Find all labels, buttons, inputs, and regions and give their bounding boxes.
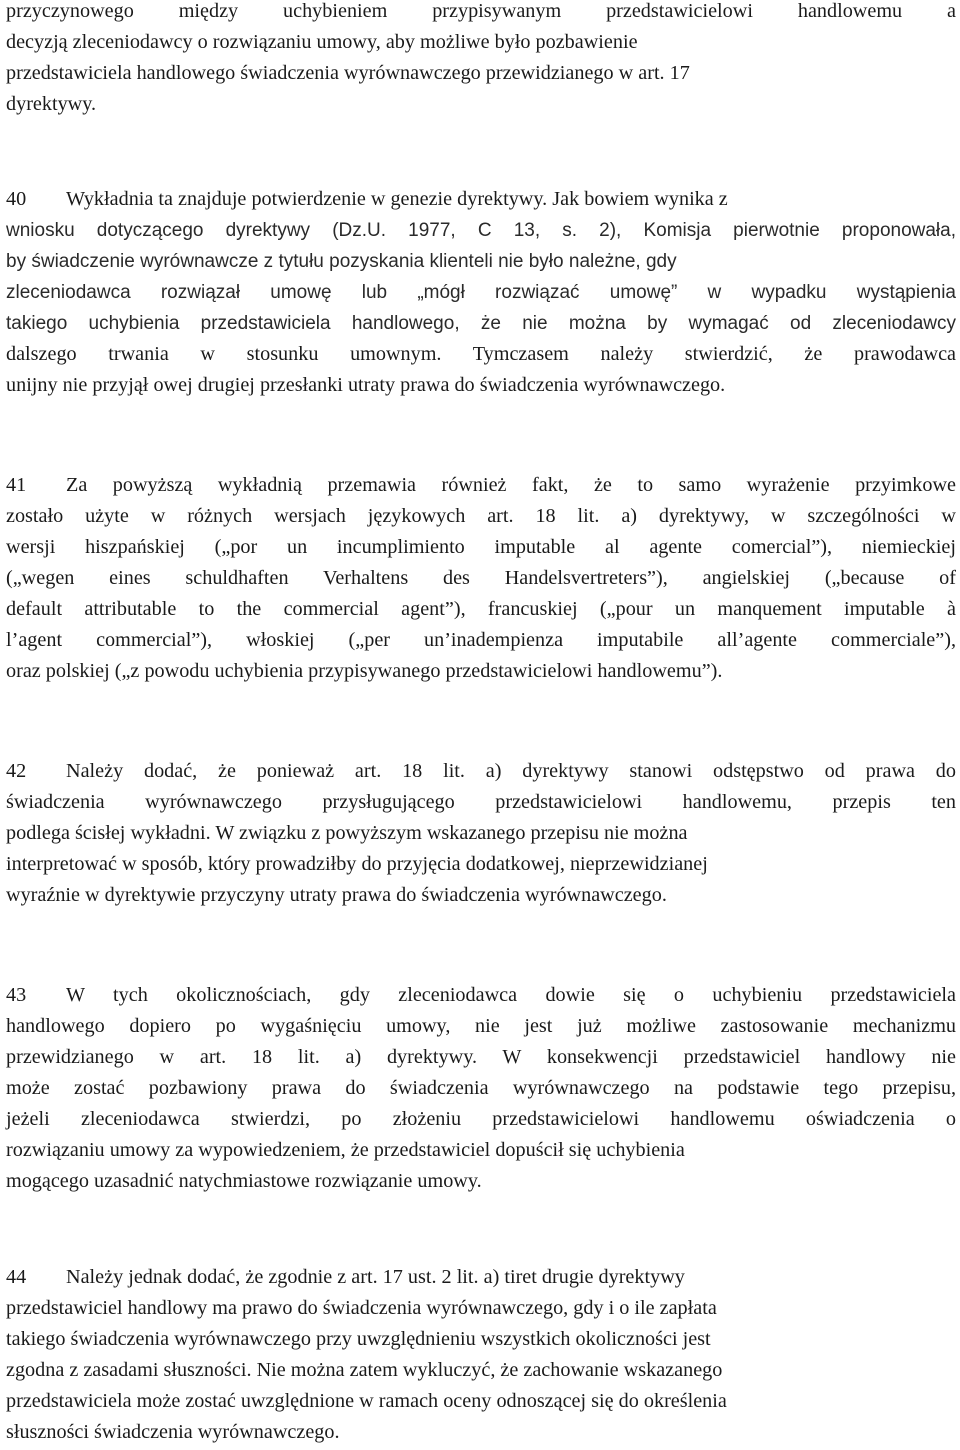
text-line: by świadczenie wyrównawcze z tytułu pozyskania klienteli nie było należne, gdy	[6, 251, 677, 272]
text-line: rozwiązaniu umowy za wypowiedzeniem, że przedstawiciel dopuścił się uchybienia	[6, 1139, 685, 1161]
paragraph-continuation	[6, 0, 956, 120]
text-line-first	[6, 470, 956, 501]
paragraph-43	[6, 980, 956, 1197]
paragraph-number: 41	[6, 474, 27, 496]
text-line: default attributable to the commercial agent”), francuskiej („pour un manquement imputable à	[6, 598, 956, 620]
paragraph-number: 42	[6, 760, 27, 782]
text-line: decyzją zleceniodawcy o rozwiązaniu umowy, aby możliwe było pozbawienie	[6, 31, 638, 53]
text-line: świadczenia wyrównawczego przysługującego przedstawicielowi handlowemu, przepis ten	[6, 791, 956, 813]
text-line: zleceniodawca rozwiązał umowę lub „mógł rozwiązać umowę” w wypadku wystąpienia	[6, 282, 956, 303]
text-line: dalszego trwania w stosunku umownym. Tymczasem należy stwierdzić, że prawodawca	[6, 343, 956, 365]
text-line: podlega ścisłej wykładni. W związku z powyższym wskazanego przepisu nie można	[6, 822, 688, 844]
text-line: przedstawiciel handlowy ma prawo do świadczenia wyrównawczego, gdy i o ile zapłata	[6, 1297, 717, 1319]
paragraph-41	[6, 470, 956, 687]
text-line: przedstawiciela może zostać uwzględnione w ramach oceny odnoszącej się do określenia	[6, 1390, 727, 1412]
paragraph-44	[6, 1262, 956, 1448]
text-line-first	[6, 756, 956, 787]
text-line: („wegen eines schuldhaften Verhaltens des Handelsvertreters”), angielskiej („because of	[6, 567, 956, 589]
text-line: mogącego uzasadnić natychmiastowe rozwiązanie umowy.	[6, 1170, 482, 1192]
text-line: przedstawiciela handlowego świadczenia wyrównawczego przewidzianego w art. 17	[6, 62, 690, 84]
text-line: takiego świadczenia wyrównawczego przy uwzględnieniu wszystkich okoliczności jest	[6, 1328, 711, 1350]
text-line: może zostać pozbawiony prawa do świadczenia wyrównawczego na podstawie tego przepisu,	[6, 1077, 956, 1099]
paragraph-number: 44	[6, 1266, 27, 1288]
text-line: W tych okolicznościach, gdy zleceniodawca dowie się o uchybieniu przedstawiciela	[66, 984, 956, 1006]
text-line: zostało użyte w różnych wersjach językowych art. 18 lit. a) dyrektywy, w szczególności w	[6, 505, 956, 527]
text-line: Za powyższą wykładnią przemawia również fakt, że to samo wyrażenie przyimkowe	[66, 474, 956, 496]
text-line: Należy jednak dodać, że zgodnie z art. 17 ust. 2 lit. a) tiret drugie dyrektywy	[66, 1266, 685, 1288]
text-line: przyczynowego między uchybieniem przypisywanym przedstawicielowi handlowemu a	[6, 0, 956, 22]
text-line: przewidzianego w art. 18 lit. a) dyrektywy. W konsekwencji przedstawiciel handlowy nie	[6, 1046, 956, 1068]
paragraph-number: 40	[6, 188, 27, 210]
text-line: l’agent commercial”), włoskiej („per un’inadempienza imputabile all’agente commerciale”),	[6, 629, 956, 651]
text-line: oraz polskiej („z powodu uchybienia przypisywanego przedstawicielowi handlowemu”).	[6, 660, 723, 682]
text-line: handlowego dopiero po wygaśnięciu umowy, nie jest już możliwe zastosowanie mechanizmu	[6, 1015, 956, 1037]
text-line: wniosku dotyczącego dyrektywy (Dz.U. 1977, C 13, s. 2), Komisja pierwotnie proponowała,	[6, 220, 956, 241]
text-line: wersji hiszpańskiej („por un incumplimiento imputable al agente comercial”), niemieckiej	[6, 536, 956, 558]
paragraph-number: 43	[6, 984, 27, 1006]
text-line: jeżeli zleceniodawca stwierdzi, po złożeniu przedstawicielowi handlowemu oświadczenia o	[6, 1108, 956, 1130]
text-line-first	[6, 980, 956, 1011]
text-line: Wykładnia ta znajduje potwierdzenie w genezie dyrektywy. Jak bowiem wynika z	[66, 188, 728, 210]
text-line: zgodna z zasadami słuszności. Nie można zatem wykluczyć, że zachowanie wskazanego	[6, 1359, 723, 1381]
text-line-first	[6, 184, 956, 215]
text-line: dyrektywy.	[6, 93, 97, 115]
text-line-first	[6, 1262, 956, 1293]
text-line: takiego uchybienia przedstawiciela handlowego, że nie można by wymagać od zleceniodawcy	[6, 313, 956, 334]
text-line: interpretować w sposób, który prowadziłby do przyjęcia dodatkowej, nieprzewidzianej	[6, 853, 708, 875]
text-line: Należy dodać, że ponieważ art. 18 lit. a) dyrektywy stanowi odstępstwo od prawa do	[66, 760, 956, 782]
text-line: wyraźnie w dyrektywie przyczyny utraty prawa do świadczenia wyrównawczego.	[6, 884, 667, 906]
text-line: słuszności świadczenia wyrównawczego.	[6, 1421, 340, 1443]
paragraph-40	[6, 184, 956, 401]
text-line: unijny nie przyjął owej drugiej przesłanki utraty prawa do świadczenia wyrównawczego.	[6, 374, 726, 396]
paragraph-42	[6, 756, 956, 911]
